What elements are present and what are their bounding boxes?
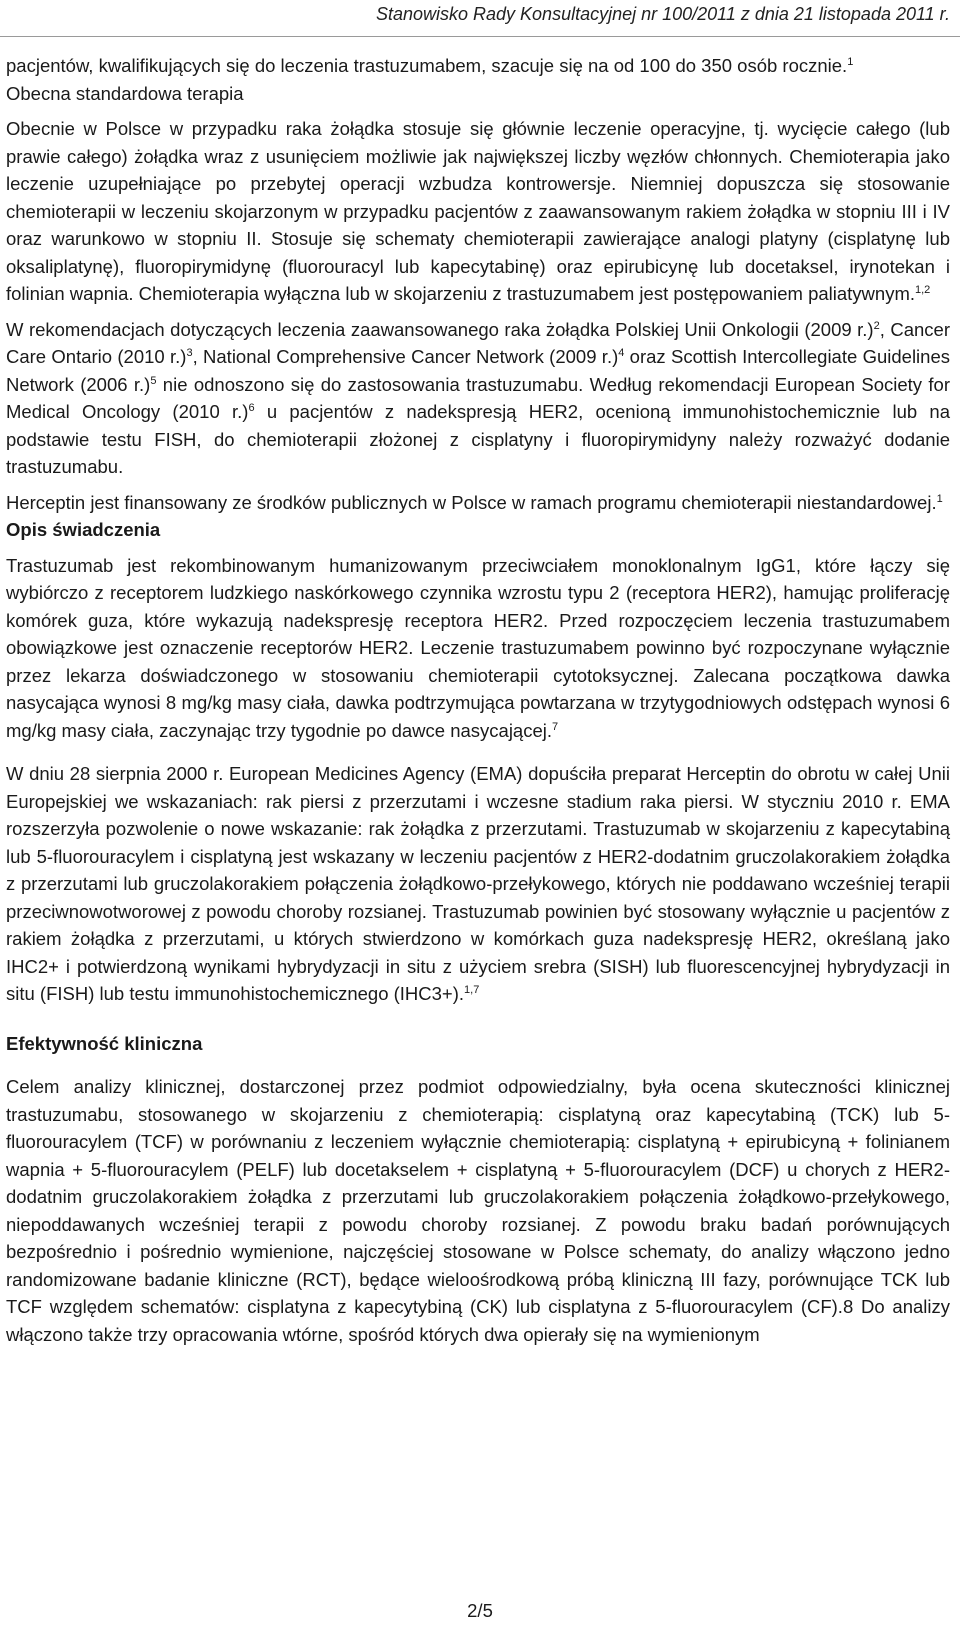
footnote-ref: 3 [186, 347, 193, 359]
footnote-ref: 4 [618, 347, 625, 359]
section-heading-standard-therapy: Obecna standardowa terapia [6, 82, 244, 104]
footnote-ref: 1,2 [915, 284, 931, 296]
paragraph-patients-count: pacjentów, kwalifikujących się do leczenia trastuzumabem, szacuje się na od 100 do 350 osób rocznie.$^1$ [6, 55, 854, 76]
footnote-ref: 6 [248, 402, 255, 414]
paragraph-financing: Herceptin jest finansowany ze środków publicznych w Polsce w ramach programu chemioterapii niestandardowej.$^1$ [6, 491, 943, 513]
paragraph-description: Trastuzumab jest rekombinowanym humanizowanym przeciwciałem monoklonalnym IgG1, które łączy się wybiórczo z receptorem ludzkiego naskórkowego czynnika wzrostu typu 2 (receptora HER2), hamując proliferację komórek guza, które wykazują nadekspresję receptora HER2. Przed rozpoczęciem leczenia trastuzumabem obowiązkowe jest oznaczenie receptorów HER2. Leczenie trastuzumabem powinno być rozpoczynane wyłącznie przez lekarza doświadczonego w stosowaniu chemioterapii cytotoksycznej. Zalecana początkowa dawka nasycająca wynosi 8 mg/kg masy ciała, dawka podtrzymująca powtarzana w trzytygodniowych odstępach wynosi 6 mg/kg masy ciała, zaczynając trzy tygodnie po dawce nasycającej.$^7$ [6, 554, 950, 741]
footnote-ref: 1,7 [464, 984, 480, 996]
document-body [6, 52, 950, 1348]
footnote-ref: 2 [873, 319, 880, 332]
footnote-ref: 7 [552, 720, 559, 733]
paragraph-standard-therapy: Obecnie w Polsce w przypadku raka żołądka stosuje się głównie leczenie operacyjne, tj. wycięcie całego (lub prawie całego) żołądka wraz z usunięciem możliwie jak największej liczby węzłów chłonnych. Chemioterapia jako leczenie uzupełniające po przebytej operacji wzbudza kontrowersje. Niemniej dopuszcza się stosowanie chemioterapii w leczeniu skojarzonym w przypadku pacjentów z zaawansowanym rakiem żołądka w stopniu III i IV oraz warunkowo w stopniu II. Stosuje się schematy chemioterapii zawierające analogi platyny (cisplatynę lub oksaliplatynę), fluoropirymidynę (fluorouracyl lub kapecytabinę) oraz epirubicynę lub docetaksel, irynotekan i folinian wapnia. Chemioterapia wyłączna lub w skojarzeniu z trastuzumabem jest postępowaniem paliatywnym.$^{1,2}$ [6, 118, 950, 304]
page-number: 2/5 [467, 1600, 493, 1621]
footnote-ref: 5 [150, 374, 157, 387]
footnote-ref: 1 [847, 56, 854, 68]
paragraph-ema-approval: W dniu 28 sierpnia 2000 r. European Medicines Agency (EMA) dopuściła preparat Herceptin do obrotu w całej Unii Europejskiej we wskazaniach: rak piersi z przerzutami i wczesne stadium raka piersi. W styczniu 2010 r. EMA rozszerzyła pozwolenie o nowe wskazanie: rak żołądka z przerzutami. Trastuzumab w skojarzeniu z kapecytabiną lub 5-fluorouracylem i cisplatyną jest wskazany w leczeniu pacjentów z HER2-dodatnim gruczolakorakiem żołądka z przerzutami lub gruczolakorakiem połączenia żołądkowo-przełykowego, których nie poddawano wcześniej terapii przeciwnowotworowej z powodu choroby rozsianej. Trastuzumab powinien być stosowany wyłącznie u pacjentów z rakiem żołądka z przerzutami, u których stwierdzono w komórkach guza nadekspresję HER2, określaną jako IHC2+ i potwierdzoną wynikami hybrydyzacji in situ z użyciem srebra (SISH) lub fluorescencyjnej hybrydyzacji in situ (FISH) lub testu immunohistochemicznego (IHC3+).$^{1,7}$ [6, 763, 950, 1004]
paragraph-guidelines: W rekomendacjach dotyczących leczenia zaawansowanego raka żołądka Polskiej Unii Onkologii (2009 r.)$^2$, Cancer Care Ontario (2010 r.)$^3$, National Comprehensive Cancer Network (2009 r.)$^4$ oraz Scottish Intercollegiate Guidelines Network (2006 r.)$^5$ nie odnoszono się do zastosowania trastuzumabu. Według rekomendacji European Society for Medical Oncology (2010 r.)$^6$ u pacjentów z nadekspresją HER2, ocenioną immunohistochemicznie lub na podstawie testu FISH, do chemioterapii złożonej z cisplatyny i fluoropirymidyny należy rozważyć dodanie trastuzumabu. [6, 318, 950, 477]
section-heading-description: Opis świadczenia [6, 519, 161, 540]
header-divider [0, 36, 960, 37]
footnote-ref: 1 [936, 492, 943, 505]
running-header: Stanowisko Rady Konsultacyjnej nr 100/2011 z dnia 21 listopada 2011 r. [375, 4, 950, 24]
paragraph-clinical-efficacy: Celem analizy klinicznej, dostarczonej przez podmiot odpowiedzialny, była ocena skuteczności klinicznej trastuzumabu, stosowanego w skojarzeniu z chemioterapią: cisplatyną oraz kapecytabiną (TCK) lub 5-fluorouracylem (TCF) w porównaniu z leczeniem wyłącznie chemioterapią: cisplatyną + epirubicyną + folinianem wapnia + 5-fluorouracylem (PELF) lub docetakselem + cisplatyną + 5-fluorouracylem (DCF) u chorych z HER2-dodatnim gruczolakorakiem żołądka z przerzutami lub gruczolakorakiem połączenia żołądkowo-przełykowego, niepoddawanych wcześniej terapii z powodu choroby rozsianej. Z powodu braku badań porównujących bezpośrednio i pośrednio wymienione, najczęściej stosowane w Polsce schematy, do analizy włączono jedno randomizowane badanie kliniczne (RCT), będące wieloośrodkową próbą kliniczną III fazy, porównujące TCK lub TCF względem schematów: cisplatyna z kapecytybiną (CK) lub cisplatyna z 5-fluorouracylem (CF).8 Do analizy włączono także trzy opracowania wtórne, spośród których dwa opierały się na wymienionym [6, 1076, 950, 1345]
section-heading-clinical-efficacy: Efektywność kliniczna [6, 1032, 203, 1054]
